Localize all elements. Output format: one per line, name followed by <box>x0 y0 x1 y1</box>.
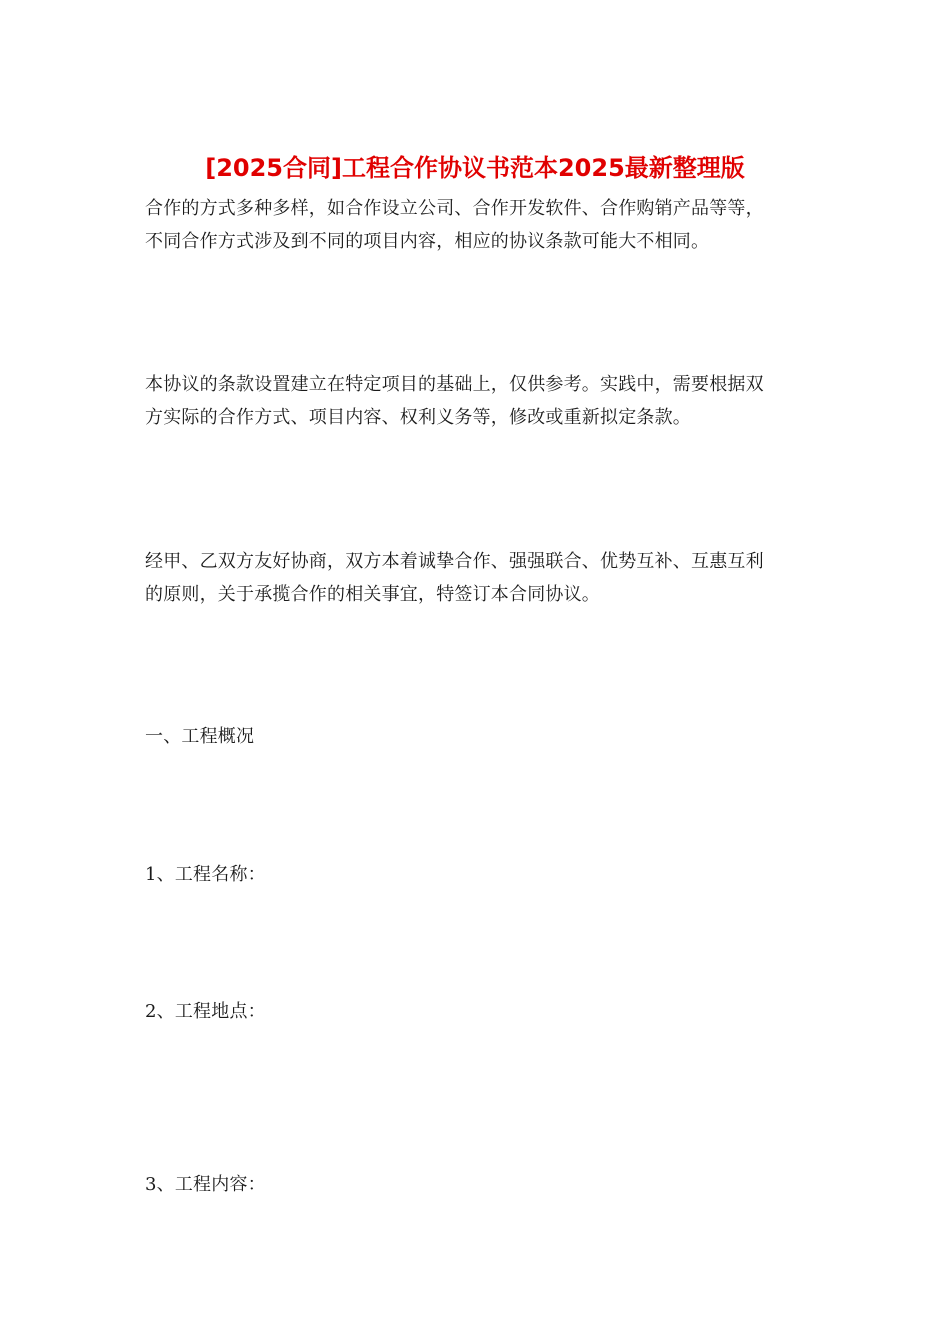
paragraph-line: 本协议的条款设置建立在特定项目的基础上，仅供参考。实践中，需要根据双 <box>145 374 764 395</box>
paragraph-line: 的原则，关于承揽合作的相关事宜，特签订本合同协议。 <box>145 584 600 605</box>
section-heading: 一、工程概况 <box>145 726 255 747</box>
item-project-content: 3、工程内容： <box>145 1174 266 1195</box>
paragraph-line: 合作的方式多种多样，如合作设立公司、合作开发软件、合作购销产品等等， <box>145 198 764 219</box>
item-project-location: 2、工程地点： <box>145 1001 266 1022</box>
paragraph-intro <box>145 192 805 258</box>
paragraph-line: 不同合作方式涉及到不同的项目内容，相应的协议条款可能大不相同。 <box>145 231 710 252</box>
paragraph-line: 方实际的合作方式、项目内容、权利义务等，修改或重新拟定条款。 <box>145 407 691 428</box>
paragraph-agreement-basis <box>145 545 805 611</box>
item-project-name: 1、工程名称： <box>145 864 266 885</box>
paragraph-line: 经甲、乙双方友好协商，双方本着诚挚合作、强强联合、优势互补、互惠互利 <box>145 551 764 572</box>
paragraph-reference-note <box>145 368 805 434</box>
document-title: [2025合同]工程合作协议书范本2025最新整理版 <box>205 154 745 182</box>
